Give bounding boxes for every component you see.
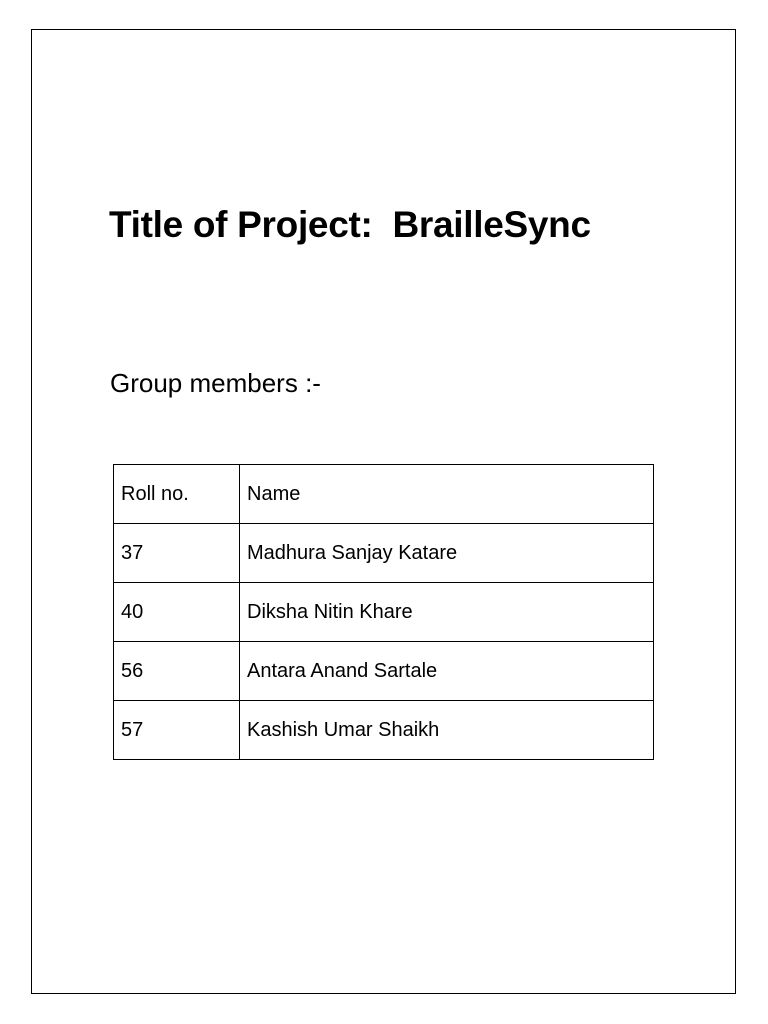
members-table [113, 464, 654, 760]
table-header-row [114, 465, 654, 524]
table-row [114, 701, 654, 760]
project-title: Title of Project: BrailleSync [109, 204, 591, 245]
header-name: Name [240, 465, 654, 524]
table-row [114, 583, 654, 642]
roll-number-cell: 40 [114, 583, 240, 642]
member-name-cell: Madhura Sanjay Katare [240, 524, 654, 583]
member-name-cell: Kashish Umar Shaikh [240, 701, 654, 760]
table-row [114, 524, 654, 583]
group-members-heading: Group members :- [110, 368, 321, 398]
roll-number-cell: 57 [114, 701, 240, 760]
roll-number-cell: 56 [114, 642, 240, 701]
table-row [114, 642, 654, 701]
header-roll-no: Roll no. [114, 465, 240, 524]
roll-number-cell: 37 [114, 524, 240, 583]
member-name-cell: Diksha Nitin Khare [240, 583, 654, 642]
member-name-cell: Antara Anand Sartale [240, 642, 654, 701]
